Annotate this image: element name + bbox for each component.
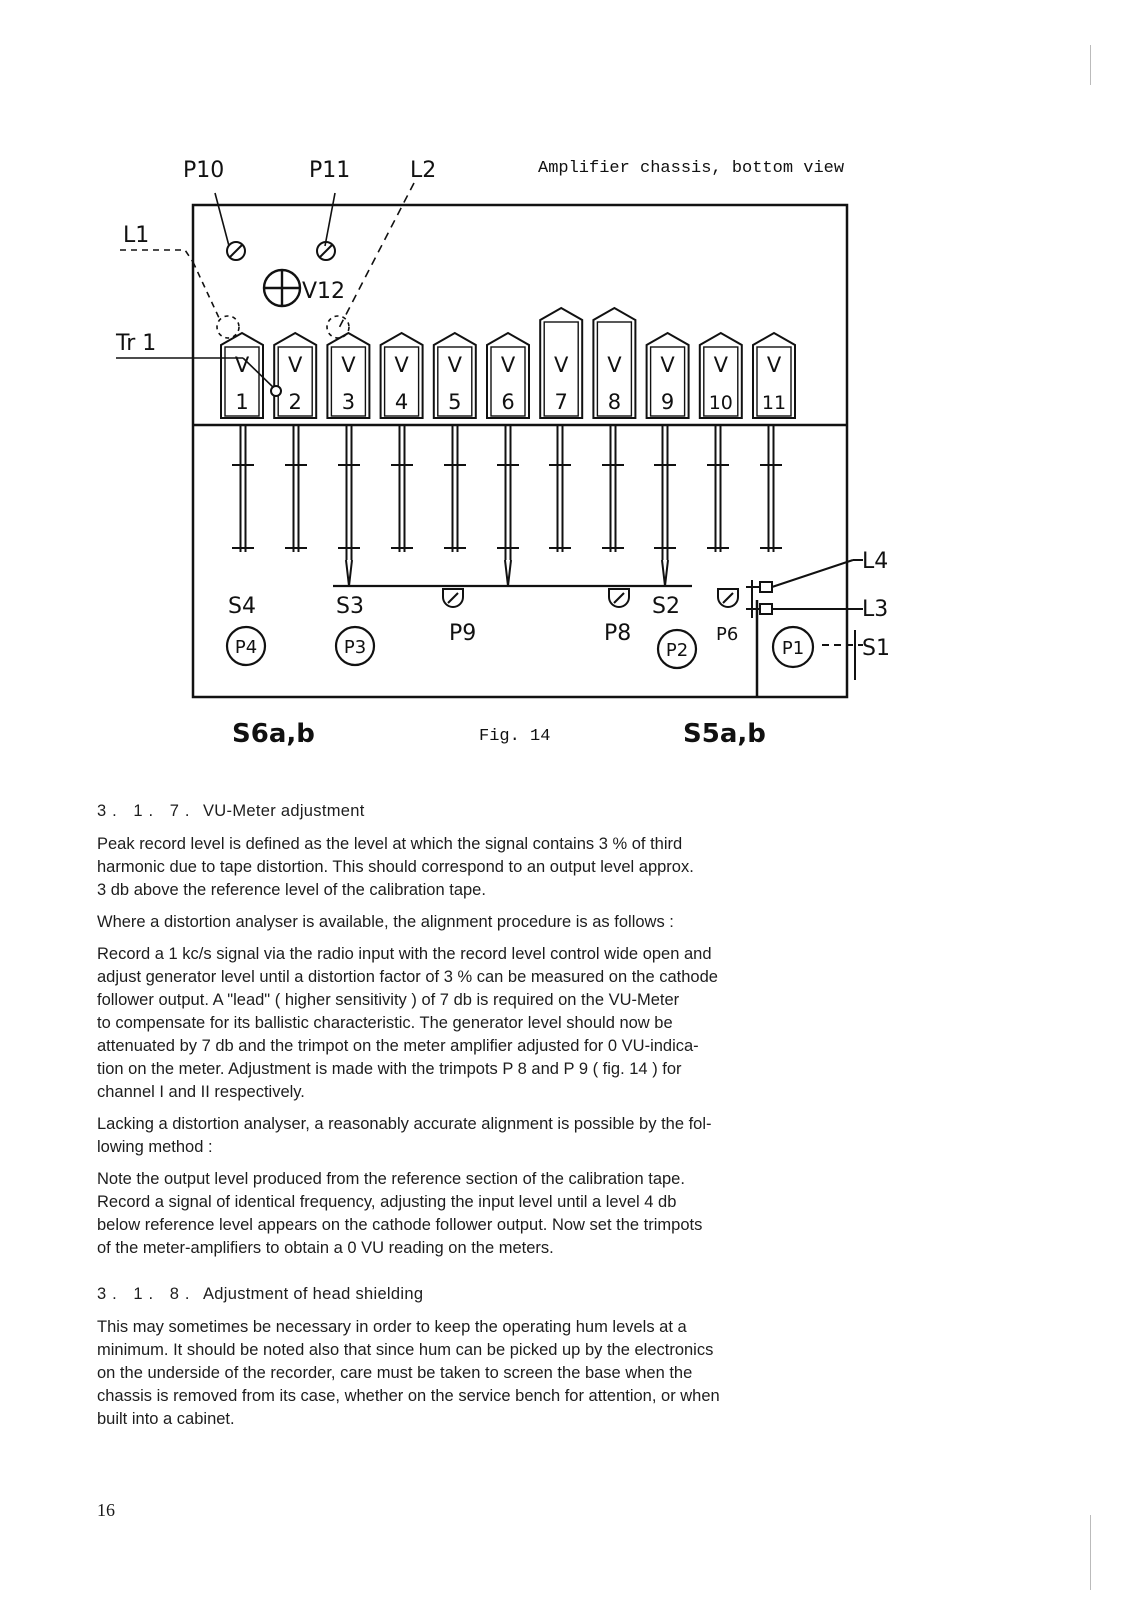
label-s3: S3 bbox=[336, 594, 364, 619]
amplifier-chassis-diagram bbox=[0, 0, 1132, 760]
label-v12: V12 bbox=[302, 279, 346, 304]
diagram-title: Amplifier chassis, bottom view bbox=[538, 159, 845, 178]
lead-tip bbox=[505, 560, 511, 586]
label-p8: P8 bbox=[604, 621, 632, 646]
tube-v6 bbox=[487, 333, 529, 418]
label-l3: L3 bbox=[862, 597, 889, 622]
svg-text:P4: P4 bbox=[234, 637, 258, 658]
label-tr1: Tr 1 bbox=[116, 331, 157, 356]
label-s4: S4 bbox=[228, 594, 256, 619]
tube-v1 bbox=[221, 333, 263, 418]
chassis-outline bbox=[193, 205, 847, 697]
trimpot-p8 bbox=[609, 589, 629, 607]
section-title: VU-Meter adjustment bbox=[203, 802, 365, 820]
page-number: 16 bbox=[97, 1500, 115, 1520]
tube-number: 3 bbox=[341, 390, 356, 414]
lead-tip bbox=[346, 560, 352, 586]
svg-text:P3: P3 bbox=[343, 637, 367, 658]
label-p9: P9 bbox=[449, 621, 477, 646]
label-l4: L4 bbox=[862, 549, 889, 574]
transformer-tr1-marker bbox=[271, 386, 281, 396]
tube-number: 7 bbox=[554, 390, 568, 414]
section-heading bbox=[97, 1283, 977, 1306]
tube-v11 bbox=[753, 333, 795, 418]
tube-number: 10 bbox=[708, 392, 733, 414]
section-heading bbox=[97, 800, 977, 823]
pot-p1 bbox=[773, 627, 813, 667]
lead-tip bbox=[662, 560, 668, 586]
tube-letter: V bbox=[766, 353, 782, 377]
coil-l1 bbox=[217, 316, 239, 338]
tube-number: 6 bbox=[501, 390, 515, 414]
label-s5ab: S5a,b bbox=[683, 719, 766, 749]
pot-p3 bbox=[336, 627, 374, 665]
trimpot-p6 bbox=[718, 589, 738, 607]
tube-letter: V bbox=[288, 353, 303, 377]
tube-letter: V bbox=[554, 353, 569, 377]
tube-v3 bbox=[327, 333, 369, 418]
scan-edge-mark bbox=[1090, 1515, 1091, 1590]
pot-p4 bbox=[227, 627, 265, 665]
label-s6ab: S6a,b bbox=[232, 719, 315, 749]
tube-v5 bbox=[434, 333, 476, 418]
tube-v4 bbox=[381, 333, 423, 418]
section-title: Adjustment of head shielding bbox=[203, 1285, 424, 1303]
scan-edge-mark bbox=[1090, 45, 1091, 85]
paragraph: Record a 1 kc/s signal via the radio input with the record level control wide open and adjust generator level until a distortion factor of 3 % can be measured on the cathode follower output. A "lead" ( higher sensitivity ) of 7 db is required on the VU-Meter to compensate for its ballistic characteristic. The generator level should now be attenuated by 7 db and the trimpot on the meter amplifier adjusted for 0 VU-indica- tion on the meter. Adjustment is made with the trimpots P 8 and P 9 ( fig. 14 ) for channel I and II respectively. bbox=[97, 945, 718, 1101]
pot-p2 bbox=[658, 630, 696, 668]
tube-number: 9 bbox=[660, 390, 675, 414]
tube-number: 2 bbox=[288, 390, 302, 414]
svg-text:P2: P2 bbox=[665, 640, 689, 661]
tube-number: 8 bbox=[607, 390, 622, 414]
tube-v2 bbox=[274, 333, 316, 418]
section-number: 3. 1. 8. bbox=[97, 1285, 196, 1303]
tube-number: 11 bbox=[761, 392, 787, 414]
tube-v12-socket bbox=[264, 270, 300, 306]
tube-v8 bbox=[593, 308, 635, 418]
svg-text:P1: P1 bbox=[781, 638, 805, 659]
tube-row bbox=[221, 308, 795, 418]
tube-number: 1 bbox=[235, 390, 249, 414]
tube-leads bbox=[232, 425, 782, 586]
tube-letter: V bbox=[234, 353, 250, 377]
paragraph: Where a distortion analyser is available, the alignment procedure is as follows : bbox=[97, 913, 674, 931]
label-s1: S1 bbox=[862, 636, 890, 661]
tube-letter: V bbox=[607, 353, 622, 377]
paragraph: This may sometimes be necessary in order to keep the operating hum levels at a minimum. It should be noted also that since hum can be picked up by the electronics on the underside of the recorder, care must be taken to screen the base when the chassis is removed from its case, whether on the service bench for attention, or when built into a cabinet. bbox=[97, 1318, 720, 1428]
tube-letter: V bbox=[660, 353, 675, 377]
tube-v7 bbox=[540, 308, 582, 418]
tube-letter: V bbox=[500, 353, 516, 377]
tube-letter: V bbox=[394, 353, 409, 377]
paragraph: Peak record level is defined as the level at which the signal contains 3 % of third harmonic due to tape distortion. This should correspond to an output level approx. 3 db above the reference level of the calibration tape. bbox=[97, 835, 694, 899]
trimpot-p10 bbox=[227, 242, 245, 260]
tube-letter: V bbox=[447, 353, 462, 377]
tube-number: 5 bbox=[448, 390, 462, 414]
label-p11: P11 bbox=[309, 158, 351, 183]
figure-caption: Fig. 14 bbox=[479, 727, 551, 746]
label-p10: P10 bbox=[183, 158, 225, 183]
section-3-1-8 bbox=[97, 1283, 977, 1440]
label-l2: L2 bbox=[410, 158, 437, 183]
label-l1: L1 bbox=[123, 223, 150, 248]
tube-number: 4 bbox=[394, 390, 409, 414]
paragraph: Note the output level produced from the reference section of the calibration tape. Record a signal of identical frequency, adjusting the input level until a level 4 db below reference level appears on the cathode follower output. Now set the trimpots of the meter-amplifiers to obtain a 0 VU reading on the meters. bbox=[97, 1170, 703, 1257]
section-number: 3. 1. 7. bbox=[97, 802, 196, 820]
tube-letter: V bbox=[713, 353, 728, 377]
tube-v10 bbox=[700, 333, 742, 418]
trimpot-p9 bbox=[443, 589, 463, 607]
paragraph: Lacking a distortion analyser, a reasonably accurate alignment is possible by the fol- lowing method : bbox=[97, 1115, 712, 1156]
section-3-1-7 bbox=[97, 800, 977, 1269]
tube-letter: V bbox=[341, 353, 356, 377]
label-s2: S2 bbox=[652, 594, 680, 619]
tube-v9 bbox=[647, 333, 689, 418]
label-p6: P6 bbox=[716, 624, 739, 645]
